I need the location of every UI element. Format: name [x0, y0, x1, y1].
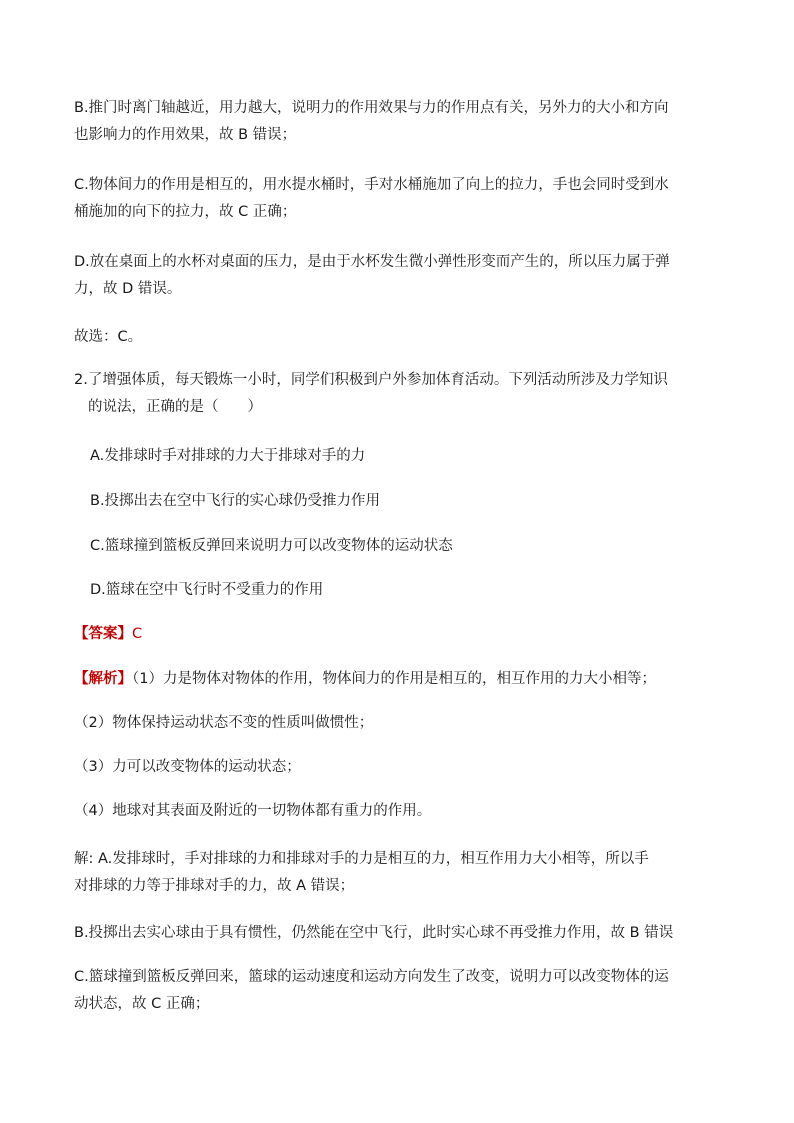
question-2-option-b	[74, 488, 726, 515]
option-text: B.投掷出去在空中飞行的实心球仍受推力作用	[90, 493, 381, 509]
prev-analysis-d	[74, 249, 726, 303]
option-text: C.篮球撞到篮板反弹回来说明力可以改变物体的运动状态	[90, 538, 453, 554]
analysis-point-4	[74, 798, 726, 825]
question-2-option-a	[74, 443, 726, 470]
prev-analysis-c	[74, 172, 726, 226]
text-line: 动状态，故 C 正确；	[74, 996, 210, 1012]
option-text: A.发排球时手对排球的力大于排球对手的力	[90, 448, 366, 464]
text-line: 桶施加的向下的拉力，故 C 正确；	[74, 204, 297, 220]
text-line: 力，故 D 错误。	[74, 281, 182, 297]
analysis-point-2	[74, 710, 726, 737]
text-line: 2.了增强体质，每天锻炼一小时，同学们积极到户外参加体育活动。下列活动所涉及力学知识	[74, 372, 668, 388]
solution-c	[74, 964, 726, 1018]
solution-b	[74, 920, 726, 947]
answer-tag: 【答案】	[74, 626, 132, 642]
question-2-option-d	[74, 577, 726, 604]
answer-value: C	[132, 626, 143, 642]
text-line: C.篮球撞到篮板反弹回来，篮球的运动速度和运动方向发生了改变，说明力可以改变物体的运	[74, 969, 669, 985]
text-line: D.放在桌面上的水杯对桌面的压力，是由于水杯发生微小弹性形变而产生的，所以压力属于弹	[74, 254, 670, 270]
question-2-stem	[74, 367, 726, 421]
text-line: 故选：C。	[74, 329, 143, 345]
text-line: 对排球的力等于排球对手的力，故 A 错误；	[74, 878, 355, 894]
text-line: （2）物体保持运动状态不变的性质叫做惯性；	[74, 715, 374, 731]
solution-a	[74, 846, 726, 900]
text-line: 也影响力的作用效果，故 B 错误；	[74, 127, 297, 143]
text-line: 解: A.发排球时，手对排球的力和排球对手的力是相互的力，相互作用力大小相等，所以手	[74, 851, 649, 867]
text-line: C.物体间力的作用是相互的，用水提水桶时，手对水桶施加了向上的拉力，手也会同时受到水	[74, 177, 669, 193]
prev-analysis-b	[74, 95, 726, 149]
prev-choice	[74, 324, 726, 351]
analysis-point-1	[74, 666, 726, 693]
text-line: 的说法，正确的是（ ）	[88, 399, 262, 415]
text-line: B.投掷出去实心球由于具有惯性，仍然能在空中飞行，此时实心球不再受推力作用，故 B 错误	[74, 925, 674, 941]
analysis-text: （1）力是物体对物体的作用，物体间力的作用是相互的，相互作用的力大小相等；	[132, 671, 656, 687]
answer-line	[74, 621, 726, 648]
text-line: B.推门时离门轴越近，用力越大，说明力的作用效果与力的作用点有关，另外力的大小和方向	[74, 100, 669, 116]
text-line: （3）力可以改变物体的运动状态；	[74, 759, 301, 775]
question-2-option-c	[74, 533, 726, 560]
text-line: （4）地球对其表面及附近的一切物体都有重力的作用。	[74, 803, 432, 819]
analysis-point-3	[74, 754, 726, 781]
analysis-tag: 【解析】	[74, 671, 132, 687]
option-text: D.篮球在空中飞行时不受重力的作用	[90, 582, 324, 598]
